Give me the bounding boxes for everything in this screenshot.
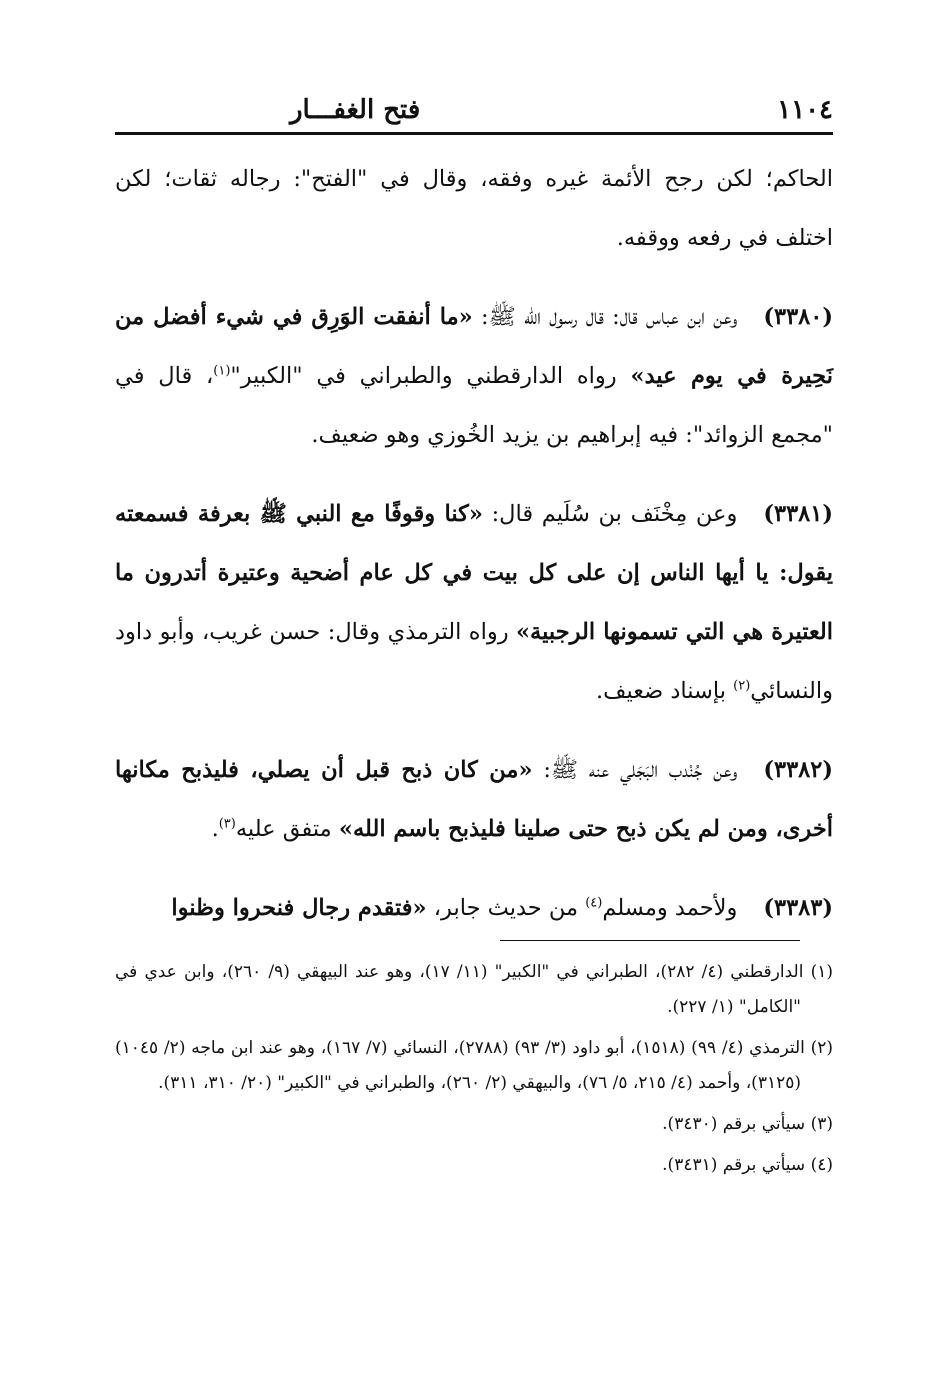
book-title: فتح الغفـــار [290,95,421,125]
hadith-number: (٣٣٨٢) [763,757,833,783]
footnote-4: (٤) سيأتي برقم (٣٤٣١). [662,1155,833,1175]
hadith-source: رواه الدارقطني والطبراني في "الكبير" [230,363,631,389]
footnote-1: (١) الدارقطني (٤/ ٢٨٢)، الطبراني في "الكبير" (١١/ ١٧)، وهو عند البيهقي (٩/ ٢٦٠)، وابن عدي في "الكامل" (١/ ٢٢٧). [115,962,833,1017]
hadith-rest: بإسناد ضعيف. [596,678,734,704]
hadith-intro: وعن مِخْنَف بن سُلَيم قال: [482,501,738,527]
hadith-rest: . [211,816,219,842]
hadith-text: «ما أنفقت الوَرِق في شيء أفضل من نَحِيرة في يوم عيد» [115,304,833,389]
hadith-paragraph-3380 [115,288,833,465]
hadith-number: (٣٣٨١) [763,501,833,527]
hadith-paragraph-3381 [115,485,833,721]
page-number: ١١٠٤ [777,95,833,125]
hadith-text: «فتقدم رجال فنحروا وظنوا [171,895,427,921]
hadith-rest: ، قال في "مجمع الزوائد": فيه إبراهيم بن يزيد الخُوزي وهو ضعيف. [115,363,833,448]
hadith-source: من حديث جابر، [426,895,586,921]
hadith-text: «كنا وقوفًا مع النبي ﷺ بعرفة فسمعته يقول: يا أيها الناس إن على كل بيت في كل عام أضحية وعتيرة أتدرون ما العتيرة هي التي تسمونها الرجبية» [115,501,833,645]
footnote-ref[interactable]: (١) [213,363,231,379]
hadith-paragraph-3382 [115,741,833,859]
hadith-intro: وعن ابن عباس قال: قال رسول الله ﷺ: [472,304,738,330]
hadith-paragraph-3383 [115,879,833,938]
hadith-intro: وعن جُنْدب البَجَلي عنه ﷺ: [532,757,738,783]
hadith-source: رواه الترمذي وقال: حسن غريب، وأبو داود والنسائي [115,619,833,704]
footnote-rule [500,940,800,941]
footnote-ref[interactable]: (٣) [218,816,236,832]
hadith-number: (٣٣٨٣) [763,895,833,921]
paragraph-continuation [115,150,833,268]
footnote-2: (٢) الترمذي (٤/ ٩٩) (١٥١٨)، أبو داود (٣/ ٩٣) (٢٧٨٨)، النسائي (٧/ ١٦٧)، وهو عند ابن ماجه (٢/ ١٠٤٥) (٣١٢٥)، وأحمد (٤/ ٢١٥، ٥/ ٧٦)، والبيهقي (٢/ ٢٦٠)، والطبراني في "الكبير" (٢٠/ ٣١٠، ٣١١). [115,1038,834,1093]
hadith-intro: ولأحمد ومسلم [602,895,738,921]
paragraph-text: الحاكم؛ لكن رجح الأئمة غيره وفقه، وقال في "الفتح": رجاله ثقات؛ لكن اختلف في رفعه ووقفه. [115,166,833,251]
footnote-3: (٣) سيأتي برقم (٣٤٣٠). [662,1114,833,1134]
hadith-number: (٣٣٨٠) [763,304,833,330]
main-text [115,150,833,958]
footnote-ref[interactable]: (٤) [585,895,603,911]
footnote-ref[interactable]: (٢) [733,678,751,694]
hadith-source: متفق عليه [235,816,339,842]
page-header [115,95,833,131]
header-rule [115,132,833,135]
footnotes [115,955,833,1189]
hadith-text: «من كان ذبح قبل أن يصلي، فليذبح مكانها أخرى، ومن لم يكن ذبح حتى صلينا فليذبح باسم الله» [115,757,833,842]
